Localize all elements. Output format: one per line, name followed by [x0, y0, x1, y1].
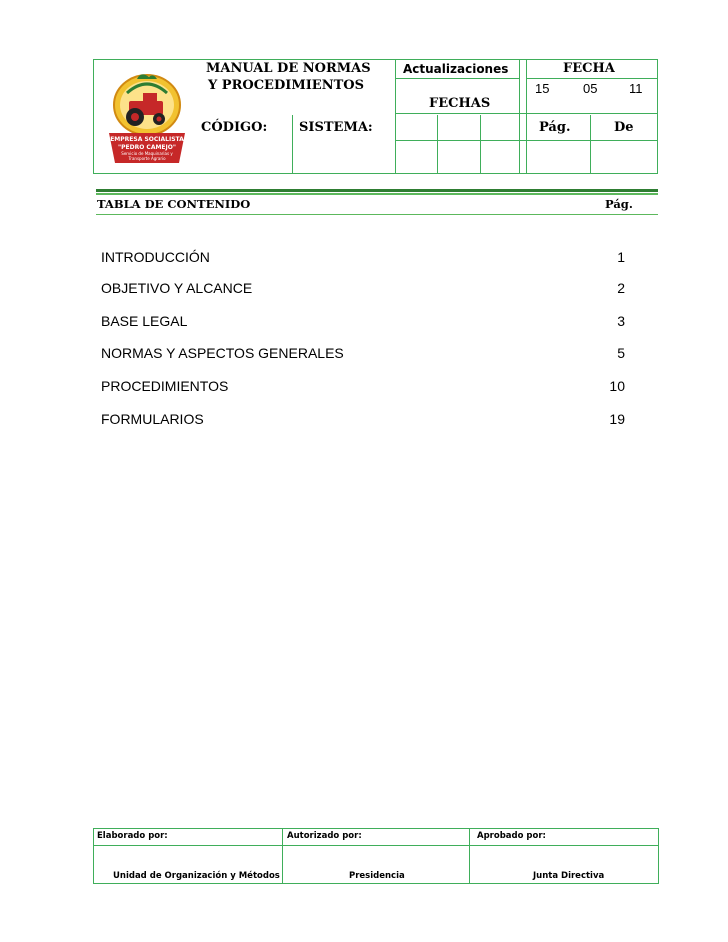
- toc-entry-label: NORMAS Y ASPECTOS GENERALES: [101, 345, 344, 361]
- toc-entry-page: 2: [617, 280, 625, 296]
- toc-entry-page: 19: [609, 411, 625, 427]
- date-day: 15: [535, 81, 550, 96]
- system-label: SISTEMA:: [299, 120, 373, 135]
- code-label: CÓDIGO:: [201, 120, 268, 135]
- dates-label: FECHAS: [429, 96, 491, 111]
- toc-entry-page: 1: [617, 249, 625, 265]
- approved-by-label: Aprobado por:: [477, 831, 546, 841]
- svg-text:EMPRESA SOCIALISTA: EMPRESA SOCIALISTA: [110, 136, 184, 143]
- manual-title-line1: MANUAL DE NORMAS: [206, 61, 371, 76]
- date-month: 05: [583, 81, 598, 96]
- manual-title-line2: Y PROCEDIMIENTOS: [208, 78, 364, 93]
- date-label: FECHA: [563, 61, 615, 76]
- updates-label: Actualizaciones: [403, 62, 509, 76]
- elaborated-by-value: Unidad de Organización y Métodos: [113, 871, 280, 881]
- approval-footer-table: [93, 828, 659, 884]
- toc-entry-label: INTRODUCCIÓN: [101, 249, 210, 265]
- toc-title: TABLA DE CONTENIDO: [97, 197, 251, 211]
- elaborated-by-label: Elaborado por:: [97, 831, 168, 841]
- of-label: De: [614, 120, 634, 135]
- toc-entry-page: 10: [609, 378, 625, 394]
- page-label: Pág.: [539, 120, 571, 135]
- toc-entry-label: PROCEDIMIENTOS: [101, 378, 229, 394]
- approved-by-value: Junta Directiva: [533, 871, 605, 881]
- toc-divider: [96, 214, 658, 215]
- toc-entry-page: 3: [617, 313, 625, 329]
- toc-entry-page: 5: [617, 345, 625, 361]
- toc-top-bar-light: [96, 193, 658, 195]
- toc-entry-label: BASE LEGAL: [101, 313, 188, 329]
- authorized-by-label: Autorizado por:: [287, 831, 362, 841]
- toc-entry-label: FORMULARIOS: [101, 411, 204, 427]
- document-header-table: [93, 59, 658, 174]
- svg-text:Transporte Agrario: Transporte Agrario: [128, 156, 166, 161]
- toc-top-bar: [96, 189, 658, 192]
- svg-text:"PEDRO CAMEJO": "PEDRO CAMEJO": [118, 144, 176, 151]
- date-year: 11: [629, 81, 643, 96]
- toc-page-column: Pág.: [605, 197, 633, 211]
- company-logo: [99, 71, 199, 163]
- toc-entry-label: OBJETIVO Y ALCANCE: [101, 280, 253, 296]
- authorized-by-value: Presidencia: [349, 871, 405, 881]
- svg-text:Servicio de Maquinarias y: Servicio de Maquinarias y: [121, 151, 173, 156]
